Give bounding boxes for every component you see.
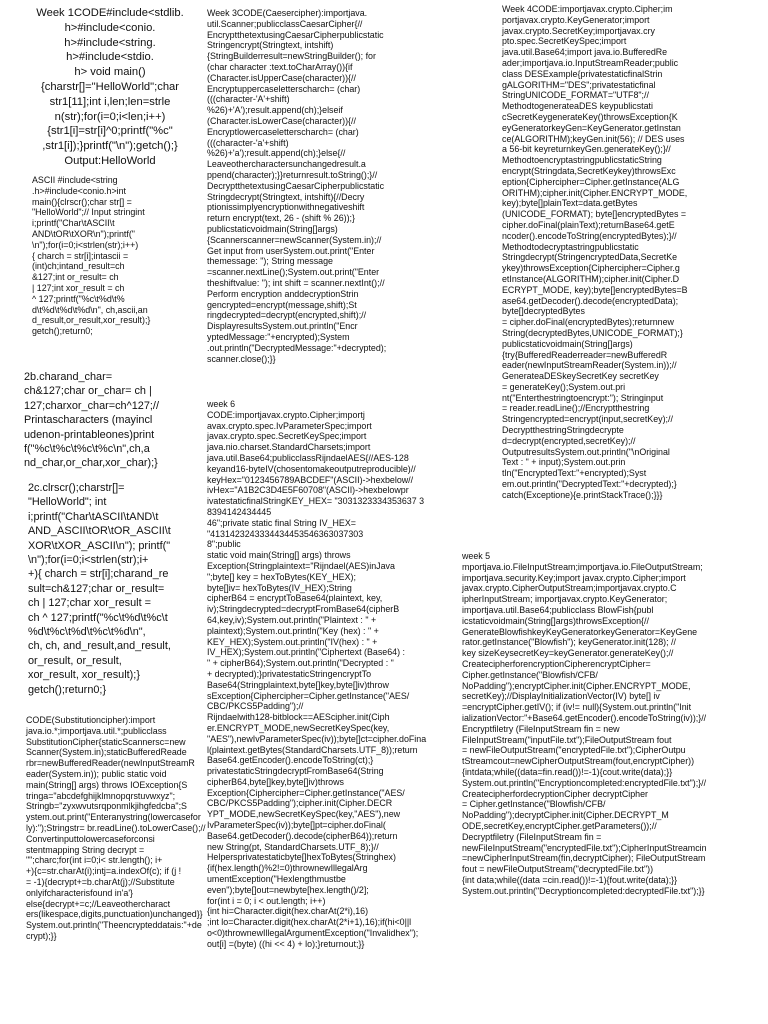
week1-xor-code: Week 1CODE#include<stdlib. h>#include<conio. h>#include<string. h>#include<stdio. h> void main() {charstr[]="HelloWorld";char str1[11];int i,len;len=strle n(str);for(i=0;i<len;i++) {str1[i]=str[i]^0;printf("%c" ,str1[i]);}printf("\n");getch();} Output:HelloWorld — [36, 7, 184, 167]
week6-aes-code: week 6 CODE:importjavax.crypto.Cipher;importj avax.crypto.spec.IvParameterSpec;import javax.crypto.spec.SecretKeySpec;import java.nio.charset.StandardCharsets;import java.util.Base64;publicclassRijndaelAES{//AES-128 keyand16-byteIV(chosentomakeoutputreproducible)// keyHex="0123456789ABCDEF"(ASCII)->hexbelow// ivHex="A1B2C3D4E5F60708"(ASCII)->hexbelowpr ivatestaticfinalStringKEY_HEX= "3031323334353637 3 8394142434445 46";private static final String IV_HEX= "4131423243334434453546363037303 8";public static void main(String[] args) throws Exception{Stringplaintext="Rijndael(AES)inJava ";byte[] key = hexToBytes(KEY_HEX); byte[]iv= hexToBytes(IV_HEX);String cipherB64 = encryptToBase64(plaintext, key, iv);Stringdecrypted=decryptFromBase64(cipherB 64,key,iv);System.out.println("Plaintext : " + plaintext);System.out.println("Key (hex) : " + KEY_HEX);System.out.println("IV(hex) : " + IV_HEX);System.out.println("Ciphertext (Base64) : " + cipherB64);System.out.println("Decrypted : " + decrypted);}privatestaticStringencryptTo Base64(Stringplaintext,byte[]key,byte[]iv)throw sException{Ciphercipher=Cipher.getInstance("AES/ CBC/PKCS5Padding");// Rijndaelwith128-bitblock==AEScipher.init(Ciph er.ENCRYPT_MODE,newSecretKeySpec(key, "AES"),newIvParameterSpec(iv));byte[]ct=cipher.doFina l(plaintext.getBytes(StandardCharsets.UTF_8));return Base64.getEncoder().encodeToString(ct);} privatestaticStringdecryptFromBase64(String cipherB64,byte[]key,byte[]iv)throws Exception{Ciphercipher=Cipher.getInstance("AES/ CBC/PKCS5Padding");cipher.init(Cipher.DECR YPT_MODE,newSecretKeySpec(key,"AES"),new IvParameterSpec(iv));byte[]pt=cipher.doFinal( Base64.getDecoder().decode(cipherB64));return new String(pt, StandardCharsets.UTF_8);}// Helpersprivatestaticbyte[]hexToBytes(Stringhex) {if(hex.length()%2!=0)thrownewIllegalArg umentException("Hexlengthmustbe even");byte[]out=newbyte[hex.length()/2]; for(int i = 0; i < out.length; i++) {int hi=Character.digit(hex.charAt(2*i),16) ;int lo=Character.digit(hex.charAt(2*i+1),16);if(hi<0||l o<0)thrownewIllegalArgumentException("Invalidhex"); out[i] =(byte) ((hi << 4) + lo);}returnout;}} — [207, 399, 427, 949]
bitwise-2b-code: 2b.charand_char= ch&127;char or_char= ch | 127;charxor_char=ch^127;// Printascharacters (mayincl udenon-printableones)print f("%c\t%c\t%c\t%c\n",ch,a nd_char,or_char,xor_char);} — [24, 371, 159, 470]
caesar-cipher-code: Week 3CODE(Caesercipher):importjava. util.Scanner;publicclassCaesarCipher{// EncryptthetextusingCaesarCipherpublicstatic Stringencrypt(Stringtext, intshift) {StringBuilderresult=newStringBuilder(); for (char character :text.toCharArray()){if (Character.isUpperCase(character)){// Encryptuppercaseletterscharch= (char) (((character-'A'+shift) %26)+'A');result.append(ch);}elseif (Character.isLowerCase(character)){// Encryptlowercaseletterscharch= (char) (((character-'a'+shift) %26)+'a');result.append(ch);}else{// Leaveothercharactersunchangedresult.a ppend(character);}}returnresult.toString();}// DecryptthetextusingCaesarCipherpublicstatic Stringdecrypt(Stringtext, intshift){//Decry ptionissimplyencryptionwithnegativeshift return encrypt(text, 26 - (shift % 26));} publicstaticvoidmain(String[]args) {Scannerscanner=newScanner(System.in);// Get input from userSystem.out.print("Enter themessage: "); String message =scanner.nextLine();System.out.print("Enter theshiftvalue: "); int shift = scanner.nextInt();// Perform encryption anddecryptionStrin gencrypted=encrypt(message,shift);St ringdecrypted=decrypt(encrypted,shift);// DisplayresultsSystem.out.println("Encr yptedMessage:"+encrypted);System .out.println("DecryptedMessage:"+decrypted); scanner.close();}} — [207, 8, 387, 364]
week4-des-code: Week 4CODE:importjavax.crypto.Cipher;im portjavax.crypto.KeyGenerator;import javax.crypto.SecretKey;importjavax.cry pto.spec.SecretKeySpec;import java.util.Base64;import java.io.BufferedRe ader;importjava.io.InputStreamReader;public class DESExample{privatestaticfinalStrin gALGORITHM="DES";privatestaticfinal StringUNICODE_FORMAT="UTF8";// MethodtogenerateaDES keypublicstati cSecretKeygenerateKey()throwsException{K eyGeneratorkeyGen=KeyGenerator.getInstan ce(ALGORITHM);keyGen.init(56); // DES uses a 56-bit keyreturnkeyGen.generateKey();}// MethodtoencryptastringpublicstaticString encrypt(Stringdata,SecretKeykey)throwsExc eption{Ciphercipher=Cipher.getInstance(ALG ORITHM);cipher.init(Cipher.ENCRYPT_MODE, key);byte[]plainText=data.getBytes (UNICODE_FORMAT); byte[]encryptedBytes = cipher.doFinal(plainText);returnBase64.getE ncoder().encodeToString(encryptedBytes);}// Methodtodecryptastringpublicstatic Stringdecrypt(StringencryptedData,SecretKe ykey)throwsException{Ciphercipher=Cipher.g etInstance(ALGORITHM);cipher.init(Cipher.D ECRYPT_MODE, key);byte[]encryptedBytes=B ase64.getDecoder().decode(encryptedData); byte[]decryptedBytes = cipher.doFinal(encryptedBytes);returnnew String(decryptedBytes,UNICODE_FORMAT);} publicstaticvoidmain(String[]args) {try{BufferedReaderreader=newBufferedR eader(newInputStreamReader(System.in));// GenerateaDESkeySecretKey secretKey = generateKey();System.out.pri nt("Enterthestringtoencrypt:"); Stringinput = reader.readLine();//Encryptthestring Stringencrypted=encrypt(input,secretKey);// DecryptthestringStringdecrypte d=decrypt(encrypted,secretKey);// OutputresultsSystem.out.println("\nOriginal Text : " + input);System.out.prin tln("EncryptedText:"+encrypted);Syst em.out.println("DecryptedText:"+decrypted);} catch(Exceptione){e.printStackTrace();}}} — [502, 4, 688, 500]
middle-column — [207, 0, 457, 949]
substitution-cipher-code: CODE(Substitutioncipher):import java.io.*;importjava.util.*;publicclass SubstitutionCipher{staticScannersc=new Scanner(System.in);staticBufferedReade rbr=newBufferedReader(newInputStreamR eader(System.in)); public static void main(String[] args) throws IOException{S tringa="abcdefghijklmnopqrstuvwxyz"; Stringb="zyxwvutsrqponmlkjihgfedcba";S ystem.out.print("Enteranystring(lowercasefor ly):");Stringstr= br.readLine().toLowerCase();// Convertinputtolowercaseforconsi stentmapping String decrypt = "";charc;for(int i=0;i< str.length(); i+ +){c=str.charAt(i);intj=a.indexOf(c); if (j ! = -1){decrypt+=b.charAt(j);//Substitute onlyifcharacterisfound in'a'} else{decrypt+=c;//Leaveothercharact ers(likespace,digits,punctuation)unchanged}} System.out.println("Theencrypteddatais:"+de crypt);}} — [26, 715, 206, 941]
ascii-code: ASCII #include<string .h>#include<conio.h>int main(){clrscr();char str[] = "HelloWorld";// Input stringint i;printf("Char\tASCII\t AND\tOR\tXOR\n");printf(" \n");for(i=0;i<strlen(str);i++) { charch = str[i];intascii = (int)ch;intand_result=ch &127;int or_result= ch | 127;int xor_result = ch ^ 127;printf("%c\t%d\t% d\t%d\t%d\t%d\n", ch,ascii,an d_result,or_result,xor_result);} getch();return0; — [32, 175, 151, 337]
week5-blowfish-code: week 5 mportjava.io.FileInputStream;importjava.io.FileOutputStream; importjava.security.Key;import javax.crypto.Cipher;import javax.crypto.CipherOutputStream;importjavax.crypto.C ipherInputStream; importjavax.crypto.KeyGenerator; importjava.util.Base64;publicclass BlowFish{publ icstaticvoidmain(String[]args)throwsException{// GenerateBlowfishkeyKeyGeneratorkeyGenerator=KeyGene rator.getInstance("Blowfish"); keyGenerator.init(128); // key sizeKeysecretKey=keyGenerator.generateKey();// CreatecipherforencryptionCipherencryptCipher= Cipher.getInstance("Blowfish/CFB/ NoPadding");encryptCipher.init(Cipher.ENCRYPT_MODE, secretKey);//DisplayInitializationVector(IV) byte[] iv =encryptCipher.getIV(); if (iv!= null){System.out.println("Init ializationVector:"+Base64.getEncoder().encodeToString(iv));}// Encryptfiletry (FileInputStream fin = new FileInputStream("inputFile.txt");FileOutputStream fout = newFileOutputStream("encryptedFile.txt");CipherOutpu tStreamcout=newCipherOutputStream(fout,encryptCipher)) {intdata;while((data=fin.read())!=-1){cout.write(data);}} System.out.println("Encryptioncompleted:encryptedFile.txt");}// CreatecipherfordecryptionCipher decryptCipher = Cipher.getInstance("Blowfish/CFB/ NoPadding");decryptCipher.init(Cipher.DECRYPT_M ODE,secretKey,encryptCipher.getParameters());// Decryptfiletry (FileInputStream fin = newFileInputStream("encryptedFile.txt");CipherInputStreamcin =newCipherInputStream(fin,decryptCipher); FileOutputStream fout = newFileOutputStream("decryptedFile.txt")) {int data;while((data =cin.read())!=-1){fout.write(data);}} System.out.println("Decryptioncompleted:decryptedFile.txt");}} — [462, 551, 707, 896]
right-column — [462, 0, 752, 896]
left-column — [24, 0, 206, 941]
bitwise-2c-code: 2c.clrscr();charstr[]= "HelloWorld"; int i;printf("Char\tASCII\tAND\t AND_ASCII\tOR\tOR_ASCII\t XOR\tXOR_ASCII\n"); printf(" \n");for(i=0;i<strlen(str);i+ +){ charch = str[i];charand_re sult=ch&127;char or_result= ch | 127;char xor_result = ch ^ 127;printf("%c\t%d\t%c\t %d\t%c\t%d\t%c\t%d\n", ch, ch, and_result,and_result, or_result, or_result, xor_result, xor_result);} getch();return0;} — [28, 482, 171, 696]
